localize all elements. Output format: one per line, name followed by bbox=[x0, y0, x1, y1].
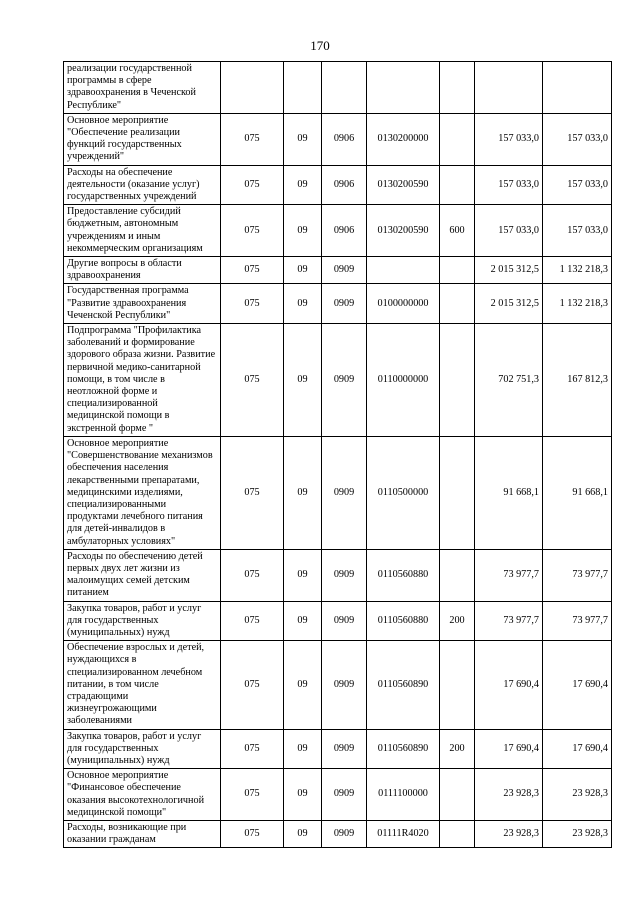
row-sum2-cell bbox=[543, 62, 612, 114]
row-podrazdel-cell: 0909 bbox=[322, 601, 367, 641]
row-sum1-cell bbox=[475, 62, 543, 114]
row-csr-cell: 0110560880 bbox=[367, 601, 440, 641]
row-vr-cell bbox=[440, 113, 475, 165]
row-vedomstvo-cell: 075 bbox=[221, 769, 284, 821]
row-vedomstvo-cell: 075 bbox=[221, 205, 284, 257]
table-row bbox=[64, 601, 612, 641]
row-vedomstvo-cell: 075 bbox=[221, 820, 284, 847]
row-csr-cell bbox=[367, 62, 440, 114]
budget-table bbox=[63, 61, 612, 848]
row-name-cell: реализации государственной программы в сфере здравоохранения в Чеченской Республике" bbox=[64, 62, 221, 114]
row-vr-cell: 200 bbox=[440, 729, 475, 769]
row-csr-cell: 0110560890 bbox=[367, 729, 440, 769]
row-vr-cell bbox=[440, 769, 475, 821]
row-csr-cell: 0110000000 bbox=[367, 324, 440, 437]
row-vedomstvo-cell: 075 bbox=[221, 257, 284, 284]
table-row bbox=[64, 205, 612, 257]
row-csr-cell bbox=[367, 257, 440, 284]
row-razdel-cell: 09 bbox=[284, 549, 322, 601]
row-vr-cell bbox=[440, 324, 475, 437]
row-vedomstvo-cell bbox=[221, 62, 284, 114]
row-vedomstvo-cell: 075 bbox=[221, 324, 284, 437]
row-razdel-cell: 09 bbox=[284, 641, 322, 729]
row-vr-cell bbox=[440, 284, 475, 324]
row-name-cell: Подпрограмма "Профилактика заболеваний и формирование здорового образа жизни. Развитие первичной медико-санитарной помощи, в том числе в неотложной форме и специализированной медицинской помощи в экстренной форме " bbox=[64, 324, 221, 437]
table-row bbox=[64, 324, 612, 437]
row-csr-cell: 0110560890 bbox=[367, 641, 440, 729]
row-sum1-cell: 73 977,7 bbox=[475, 601, 543, 641]
row-name-cell: Закупка товаров, работ и услуг для государственных (муниципальных) нужд bbox=[64, 601, 221, 641]
row-razdel-cell: 09 bbox=[284, 820, 322, 847]
row-name-cell: Основное мероприятие "Обеспечение реализации функций государственных учреждений" bbox=[64, 113, 221, 165]
row-podrazdel-cell: 0909 bbox=[322, 641, 367, 729]
row-podrazdel-cell: 0909 bbox=[322, 324, 367, 437]
row-csr-cell: 0110560880 bbox=[367, 549, 440, 601]
row-razdel-cell: 09 bbox=[284, 205, 322, 257]
row-vr-cell bbox=[440, 62, 475, 114]
row-podrazdel-cell: 0906 bbox=[322, 113, 367, 165]
row-razdel-cell: 09 bbox=[284, 436, 322, 549]
row-podrazdel-cell bbox=[322, 62, 367, 114]
row-sum1-cell: 157 033,0 bbox=[475, 205, 543, 257]
row-podrazdel-cell: 0909 bbox=[322, 284, 367, 324]
row-name-cell: Расходы, возникающие при оказании гражданам bbox=[64, 820, 221, 847]
row-vr-cell: 600 bbox=[440, 205, 475, 257]
row-vedomstvo-cell: 075 bbox=[221, 549, 284, 601]
row-sum2-cell: 167 812,3 bbox=[543, 324, 612, 437]
row-sum1-cell: 91 668,1 bbox=[475, 436, 543, 549]
row-sum1-cell: 2 015 312,5 bbox=[475, 284, 543, 324]
row-csr-cell: 0110500000 bbox=[367, 436, 440, 549]
row-sum1-cell: 157 033,0 bbox=[475, 113, 543, 165]
table-row bbox=[64, 549, 612, 601]
row-sum2-cell: 23 928,3 bbox=[543, 820, 612, 847]
row-sum1-cell: 2 015 312,5 bbox=[475, 257, 543, 284]
row-sum2-cell: 91 668,1 bbox=[543, 436, 612, 549]
row-podrazdel-cell: 0909 bbox=[322, 769, 367, 821]
row-razdel-cell: 09 bbox=[284, 284, 322, 324]
row-sum2-cell: 73 977,7 bbox=[543, 549, 612, 601]
row-vr-cell bbox=[440, 165, 475, 205]
row-podrazdel-cell: 0909 bbox=[322, 729, 367, 769]
page-number: 170 bbox=[310, 38, 330, 53]
table-row bbox=[64, 820, 612, 847]
row-vedomstvo-cell: 075 bbox=[221, 601, 284, 641]
row-sum2-cell: 73 977,7 bbox=[543, 601, 612, 641]
row-sum1-cell: 73 977,7 bbox=[475, 549, 543, 601]
row-razdel-cell: 09 bbox=[284, 113, 322, 165]
row-name-cell: Основное мероприятие "Совершенствование механизмов обеспечения населения лекарственными препаратами, медицинскими изделиями, специализированными продуктами лечебного питания для детей-инвалидов в амбулаторных условиях" bbox=[64, 436, 221, 549]
row-sum2-cell: 157 033,0 bbox=[543, 165, 612, 205]
row-razdel-cell: 09 bbox=[284, 324, 322, 437]
row-name-cell: Расходы на обеспечение деятельности (оказание услуг) государственных учреждений bbox=[64, 165, 221, 205]
row-sum1-cell: 17 690,4 bbox=[475, 641, 543, 729]
row-sum2-cell: 23 928,3 bbox=[543, 769, 612, 821]
row-vedomstvo-cell: 075 bbox=[221, 113, 284, 165]
table-row bbox=[64, 729, 612, 769]
row-vedomstvo-cell: 075 bbox=[221, 729, 284, 769]
table-row bbox=[64, 62, 612, 114]
row-vedomstvo-cell: 075 bbox=[221, 641, 284, 729]
row-vr-cell bbox=[440, 820, 475, 847]
table-row bbox=[64, 769, 612, 821]
row-vedomstvo-cell: 075 bbox=[221, 436, 284, 549]
row-vr-cell bbox=[440, 257, 475, 284]
row-razdel-cell: 09 bbox=[284, 257, 322, 284]
row-sum1-cell: 23 928,3 bbox=[475, 820, 543, 847]
row-vr-cell bbox=[440, 549, 475, 601]
row-razdel-cell: 09 bbox=[284, 769, 322, 821]
row-vr-cell: 200 bbox=[440, 601, 475, 641]
table-row bbox=[64, 113, 612, 165]
row-sum1-cell: 157 033,0 bbox=[475, 165, 543, 205]
row-vedomstvo-cell: 075 bbox=[221, 165, 284, 205]
row-csr-cell: 0130200590 bbox=[367, 205, 440, 257]
row-sum1-cell: 17 690,4 bbox=[475, 729, 543, 769]
table-row bbox=[64, 436, 612, 549]
row-csr-cell: 0130200000 bbox=[367, 113, 440, 165]
row-csr-cell: 0111100000 bbox=[367, 769, 440, 821]
row-name-cell: Обеспечение взрослых и детей, нуждающихся в специализированном лечебном питании, в том числе страдающими жизнеугрожающими заболеваниями bbox=[64, 641, 221, 729]
row-csr-cell: 01111R4020 bbox=[367, 820, 440, 847]
row-sum2-cell: 17 690,4 bbox=[543, 729, 612, 769]
row-csr-cell: 0100000000 bbox=[367, 284, 440, 324]
table-row bbox=[64, 165, 612, 205]
row-sum2-cell: 157 033,0 bbox=[543, 113, 612, 165]
row-sum1-cell: 23 928,3 bbox=[475, 769, 543, 821]
row-podrazdel-cell: 0906 bbox=[322, 165, 367, 205]
table-row bbox=[64, 641, 612, 729]
row-name-cell: Другие вопросы в области здравоохранения bbox=[64, 257, 221, 284]
row-razdel-cell: 09 bbox=[284, 601, 322, 641]
row-podrazdel-cell: 0909 bbox=[322, 436, 367, 549]
table-row bbox=[64, 284, 612, 324]
row-vedomstvo-cell: 075 bbox=[221, 284, 284, 324]
row-sum2-cell: 1 132 218,3 bbox=[543, 284, 612, 324]
row-razdel-cell: 09 bbox=[284, 165, 322, 205]
table-body bbox=[64, 62, 612, 848]
row-name-cell: Расходы по обеспечению детей первых двух лет жизни из малоимущих семей детским питанием bbox=[64, 549, 221, 601]
row-vr-cell bbox=[440, 436, 475, 549]
row-podrazdel-cell: 0909 bbox=[322, 820, 367, 847]
table-row bbox=[64, 257, 612, 284]
row-podrazdel-cell: 0909 bbox=[322, 549, 367, 601]
row-sum2-cell: 17 690,4 bbox=[543, 641, 612, 729]
row-podrazdel-cell: 0906 bbox=[322, 205, 367, 257]
row-name-cell: Предоставление субсидий бюджетным, автономным учреждениям и иным некоммерческим организациям bbox=[64, 205, 221, 257]
row-vr-cell bbox=[440, 641, 475, 729]
row-razdel-cell: 09 bbox=[284, 729, 322, 769]
row-razdel-cell bbox=[284, 62, 322, 114]
row-csr-cell: 0130200590 bbox=[367, 165, 440, 205]
row-podrazdel-cell: 0909 bbox=[322, 257, 367, 284]
row-name-cell: Государственная программа "Развитие здравоохранения Чеченской Республики" bbox=[64, 284, 221, 324]
row-sum2-cell: 157 033,0 bbox=[543, 205, 612, 257]
row-sum1-cell: 702 751,3 bbox=[475, 324, 543, 437]
row-name-cell: Основное мероприятие "Финансовое обеспечение оказания высокотехнологичной медицинской помощи" bbox=[64, 769, 221, 821]
row-name-cell: Закупка товаров, работ и услуг для государственных (муниципальных) нужд bbox=[64, 729, 221, 769]
row-sum2-cell: 1 132 218,3 bbox=[543, 257, 612, 284]
